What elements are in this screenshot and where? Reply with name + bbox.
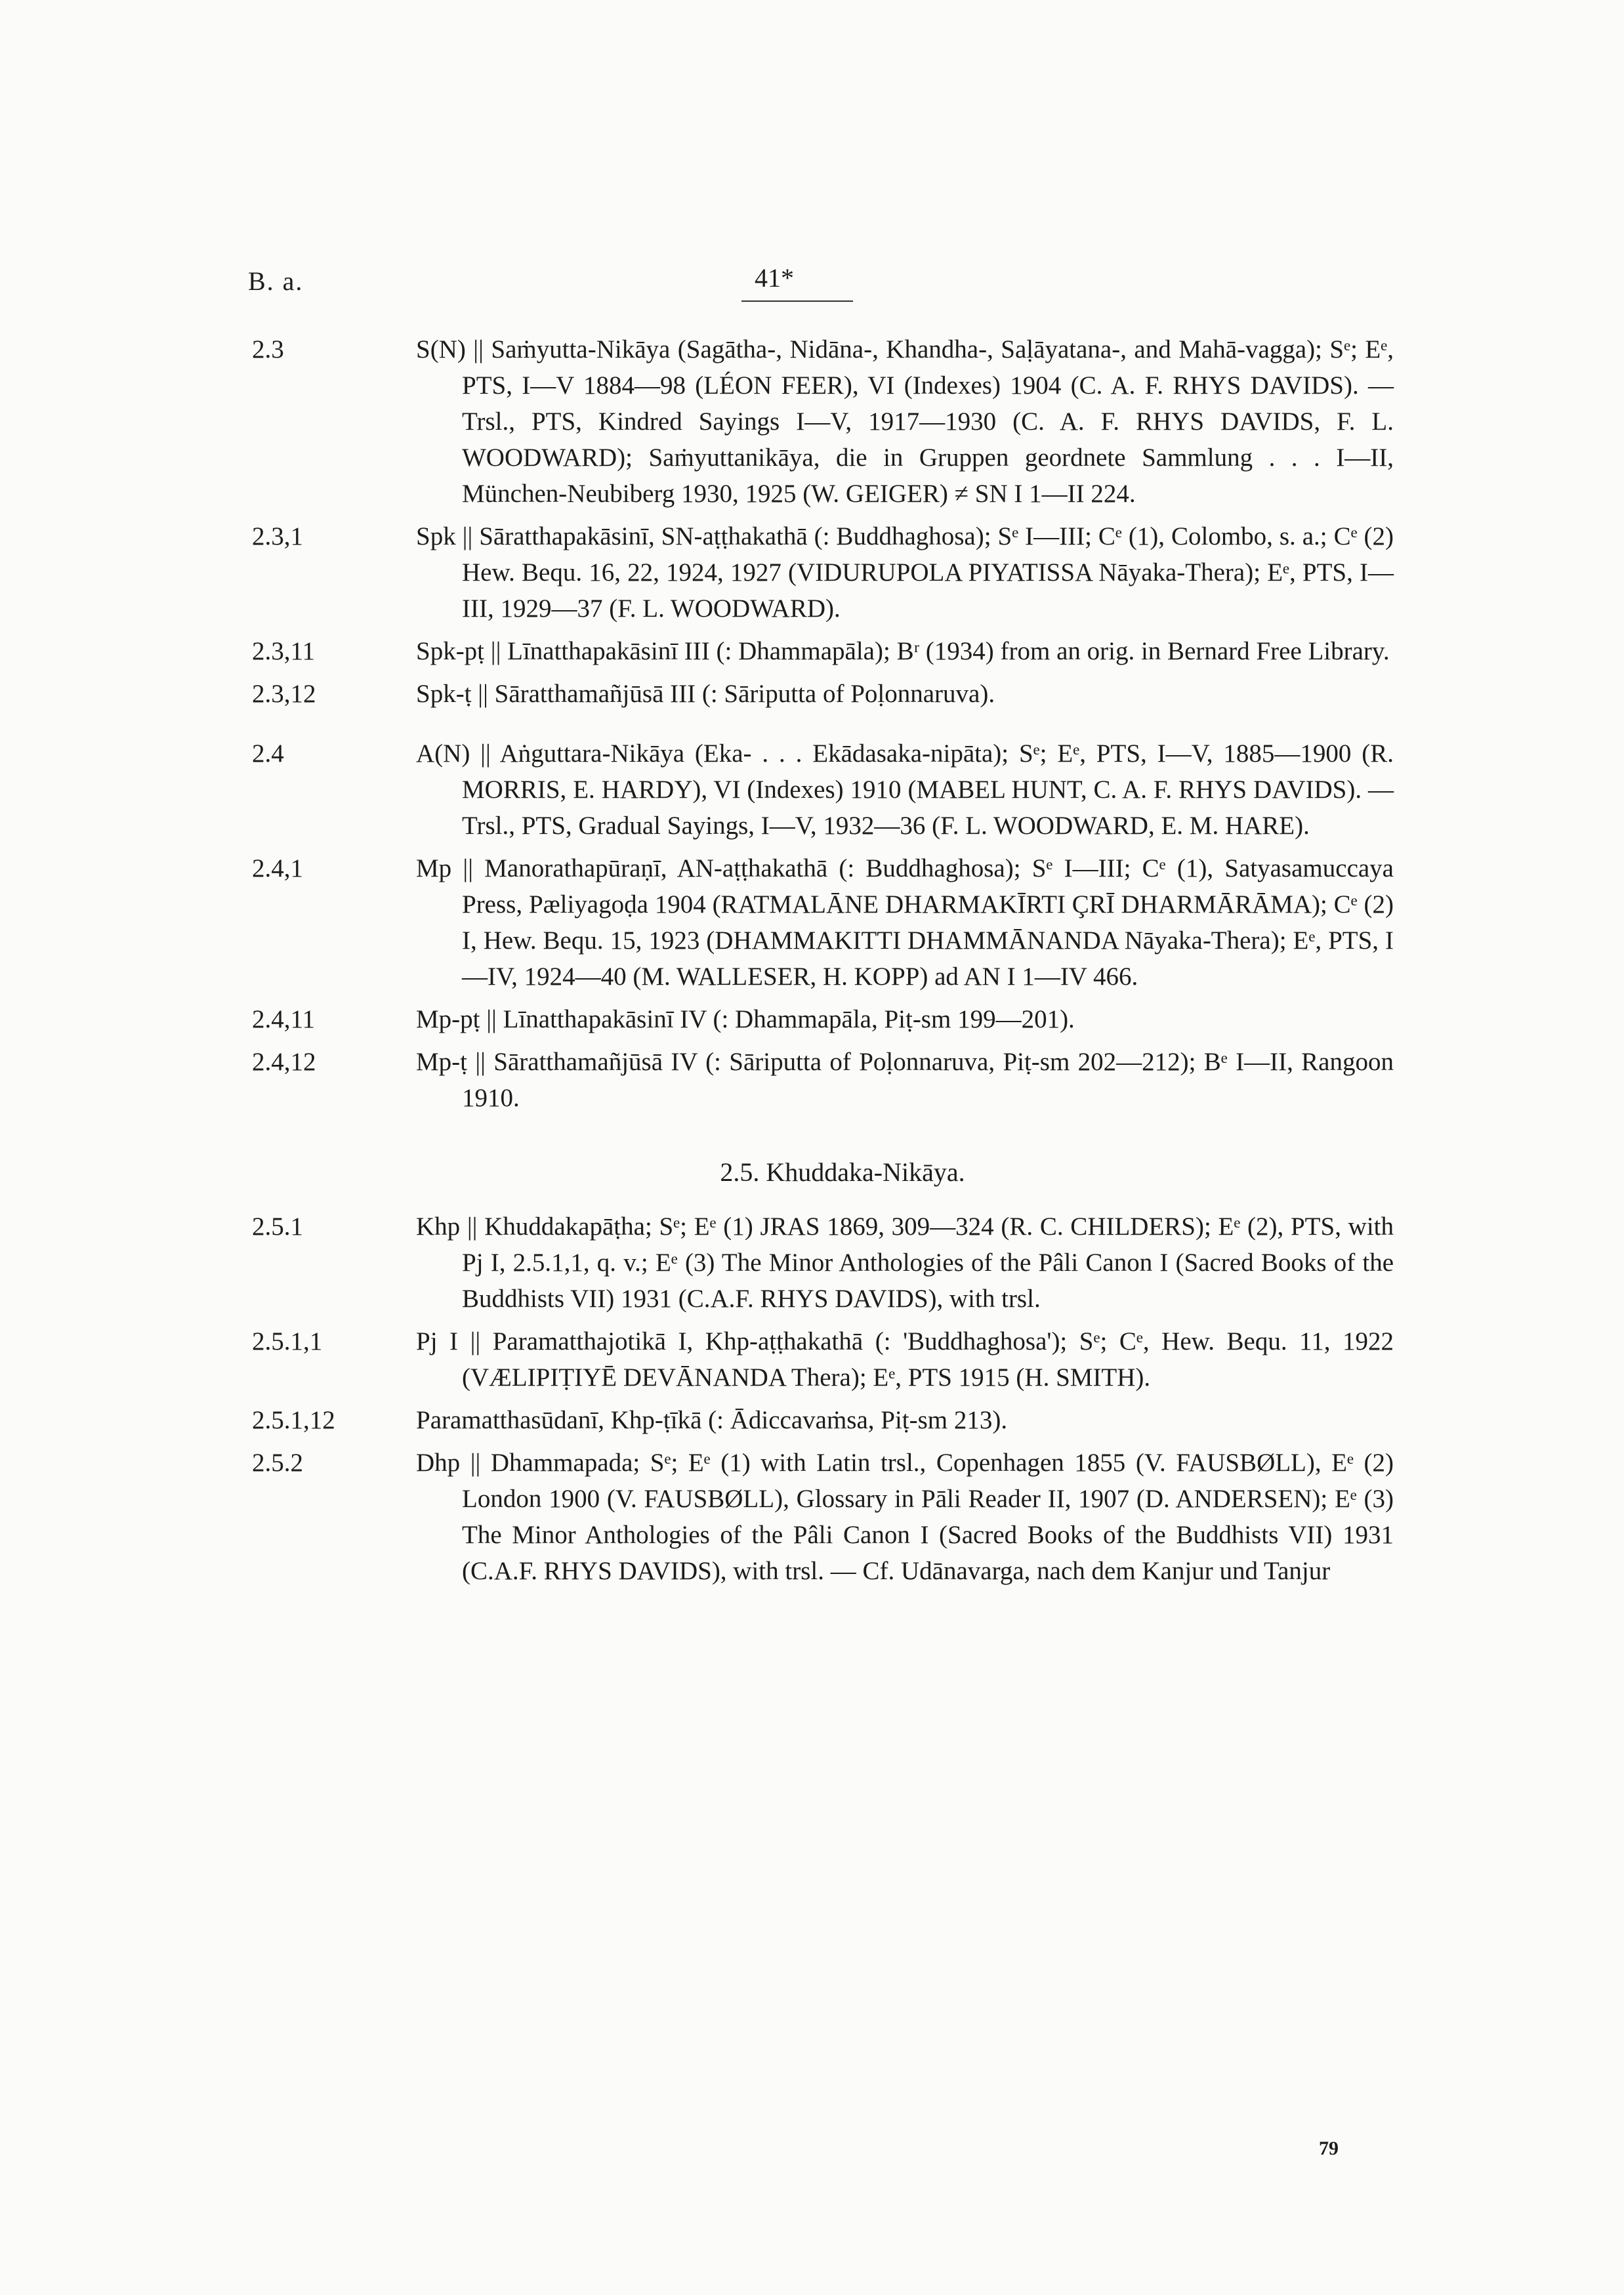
entry-number: 2.3: [252, 335, 284, 363]
entry-group-anguttara: [252, 735, 1394, 1116]
bibliography-entry: [252, 676, 1394, 712]
bibliography-entry: [252, 735, 1394, 844]
bibliography-entry: [252, 518, 1394, 627]
bibliography-entry: [252, 850, 1394, 995]
running-head: B. a.: [248, 266, 304, 296]
bibliography-entry: [252, 633, 1394, 669]
entry-text: S(N) || Saṁyutta-Nikāya (Sagātha-, Nidāna-, Khandha-, Saḷāyatana-, and Mahā-vagga); Sᵉ; Eᵉ, PTS, I—V 1884—98 (LÉON FEER), VI (Indexes) 1904 (C. A. F. RHYS DAVIDS). — Trsl., PTS, Kindred Sayings I—V, 1917—1930 (C. A. F. RHYS DAVIDS, F. L. WOODWARD); Saṁyuttanikāya, die in Gruppen geordnete Sammlung . . . I—II, München-Neubiberg 1930, 1925 (W. GEIGER) ≠ SN I 1—II 224.: [416, 335, 1394, 508]
entry-text: Dhp || Dhammapada; Sᵉ; Eᵉ (1) with Latin trsl., Copenhagen 1855 (V. FAUSBØLL), Eᵉ (2) London 1900 (V. FAUSBØLL), Glossary in Pāli Reader II, 1907 (D. ANDERSEN); Eᵉ (3) The Minor Anthologies of the Pâli Canon I (Sacred Books of the Buddhists VII) 1931 (C.A.F. RHYS DAVIDS), with trsl. — Cf. Udānavarga, nach dem Kanjur und Tanjur: [416, 1449, 1394, 1585]
bibliography-entry: [252, 331, 1394, 512]
entry-number: 2.4,11: [252, 1005, 316, 1033]
entry-text: Mp-pṭ || Līnatthapakāsinī IV (: Dhammapāla, Piṭ-sm 199—201).: [416, 1005, 1075, 1033]
entry-number: 2.5.1,1: [252, 1327, 323, 1355]
bibliography-entry: [252, 1402, 1394, 1438]
section-heading: 2.5. Khuddaka-Nikāya.: [720, 1157, 965, 1187]
bibliography-entries: [252, 331, 1394, 1596]
entry-number: 2.5.2: [252, 1449, 303, 1477]
entry-number: 2.5.1,12: [252, 1406, 335, 1434]
entry-group-samyutta: [252, 331, 1394, 712]
entry-text: Khp || Khuddakapāṭha; Sᵉ; Eᵉ (1) JRAS 1869, 309—324 (R. C. CHILDERS); Eᵉ (2), PTS, with Pj I, 2.5.1,1, q. v.; Eᵉ (3) The Minor Anthologies of the Pâli Canon I (Sacred Books of the Buddhists VII) 1931 (C.A.F. RHYS DAVIDS), with trsl.: [416, 1212, 1394, 1313]
entry-text: Mp-ṭ || Sāratthamañjūsā IV (: Sāriputta of Poḷonnaruva, Piṭ-sm 202—212); Bᵉ I—II, Rangoon 1910.: [416, 1048, 1394, 1112]
entry-group-khuddaka: [252, 1209, 1394, 1589]
entry-text: Spk || Sāratthapakāsinī, SN-aṭṭhakathā (: Buddhaghosa); Sᵉ I—III; Cᵉ (1), Colombo, s. a.; Cᵉ (2) Hew. Bequ. 16, 22, 1924, 1927 (VIDURUPOLA PIYATISSA Nāyaka-Thera); Eᵉ, PTS, I—III, 1929—37 (F. L. WOODWARD).: [416, 522, 1394, 623]
bibliography-entry: [252, 1044, 1394, 1116]
entry-number: 2.3,12: [252, 680, 316, 708]
bibliography-entry: [252, 1323, 1394, 1396]
entry-text: A(N) || Aṅguttara-Nikāya (Eka- . . . Ekādasaka-nipāta); Sᵉ; Eᵉ, PTS, I—V, 1885—1900 (R. MORRIS, E. HARDY), VI (Indexes) 1910 (MABEL HUNT, C. A. F. RHYS DAVIDS). — Trsl., PTS, Gradual Sayings, I—V, 1932—36 (F. L. WOODWARD, E. M. HARE).: [416, 739, 1394, 840]
entry-number: 2.3,11: [252, 637, 316, 665]
header-rule: [741, 300, 853, 302]
entry-text: Pj I || Paramatthajotikā I, Khp-aṭṭhakathā (: 'Buddhaghosa'); Sᵉ; Cᵉ, Hew. Bequ. 11, 1922 (VÆLIPIṬIYĒ DEVĀNANDA Thera); Eᵉ, PTS 1915 (H. SMITH).: [416, 1327, 1394, 1392]
bibliography-entry: [252, 1209, 1394, 1317]
entry-number: 2.3,1: [252, 522, 303, 550]
footer-number: 79: [1319, 2138, 1339, 2159]
page-number: 41*: [755, 263, 794, 293]
entry-number: 2.4: [252, 739, 284, 768]
entry-number: 2.4,1: [252, 854, 303, 882]
entry-text: Mp || Manorathapūraṇī, AN-aṭṭhakathā (: Buddhaghosa); Sᵉ I—III; Cᵉ (1), Satyasamuccaya Press, Pæliyagoḍa 1904 (RATMALĀNE DHARMAKĪRTI ÇRĪ DHARMĀRĀMA); Cᵉ (2) I, Hew. Bequ. 15, 1923 (DHAMMAKITTI DHAMMĀNANDA Nāyaka-Thera); Eᵉ, PTS, I—IV, 1924—40 (M. WALLESER, H. KOPP) ad AN I 1—IV 466.: [416, 854, 1394, 991]
bibliography-entry: [252, 1445, 1394, 1589]
entry-text: Spk-pṭ || Līnatthapakāsinī III (: Dhammapāla); Bʳ (1934) from an orig. in Bernard Free Library.: [416, 637, 1390, 665]
bibliography-entry: [252, 1001, 1394, 1037]
entry-text: Paramatthasūdanī, Khp-ṭīkā (: Ādiccavaṁsa, Piṭ-sm 213).: [416, 1406, 1008, 1434]
entry-number: 2.4,12: [252, 1048, 316, 1076]
entry-text: Spk-ṭ || Sāratthamañjūsā III (: Sāriputta of Poḷonnaruva).: [416, 680, 995, 708]
entry-number: 2.5.1: [252, 1212, 303, 1241]
